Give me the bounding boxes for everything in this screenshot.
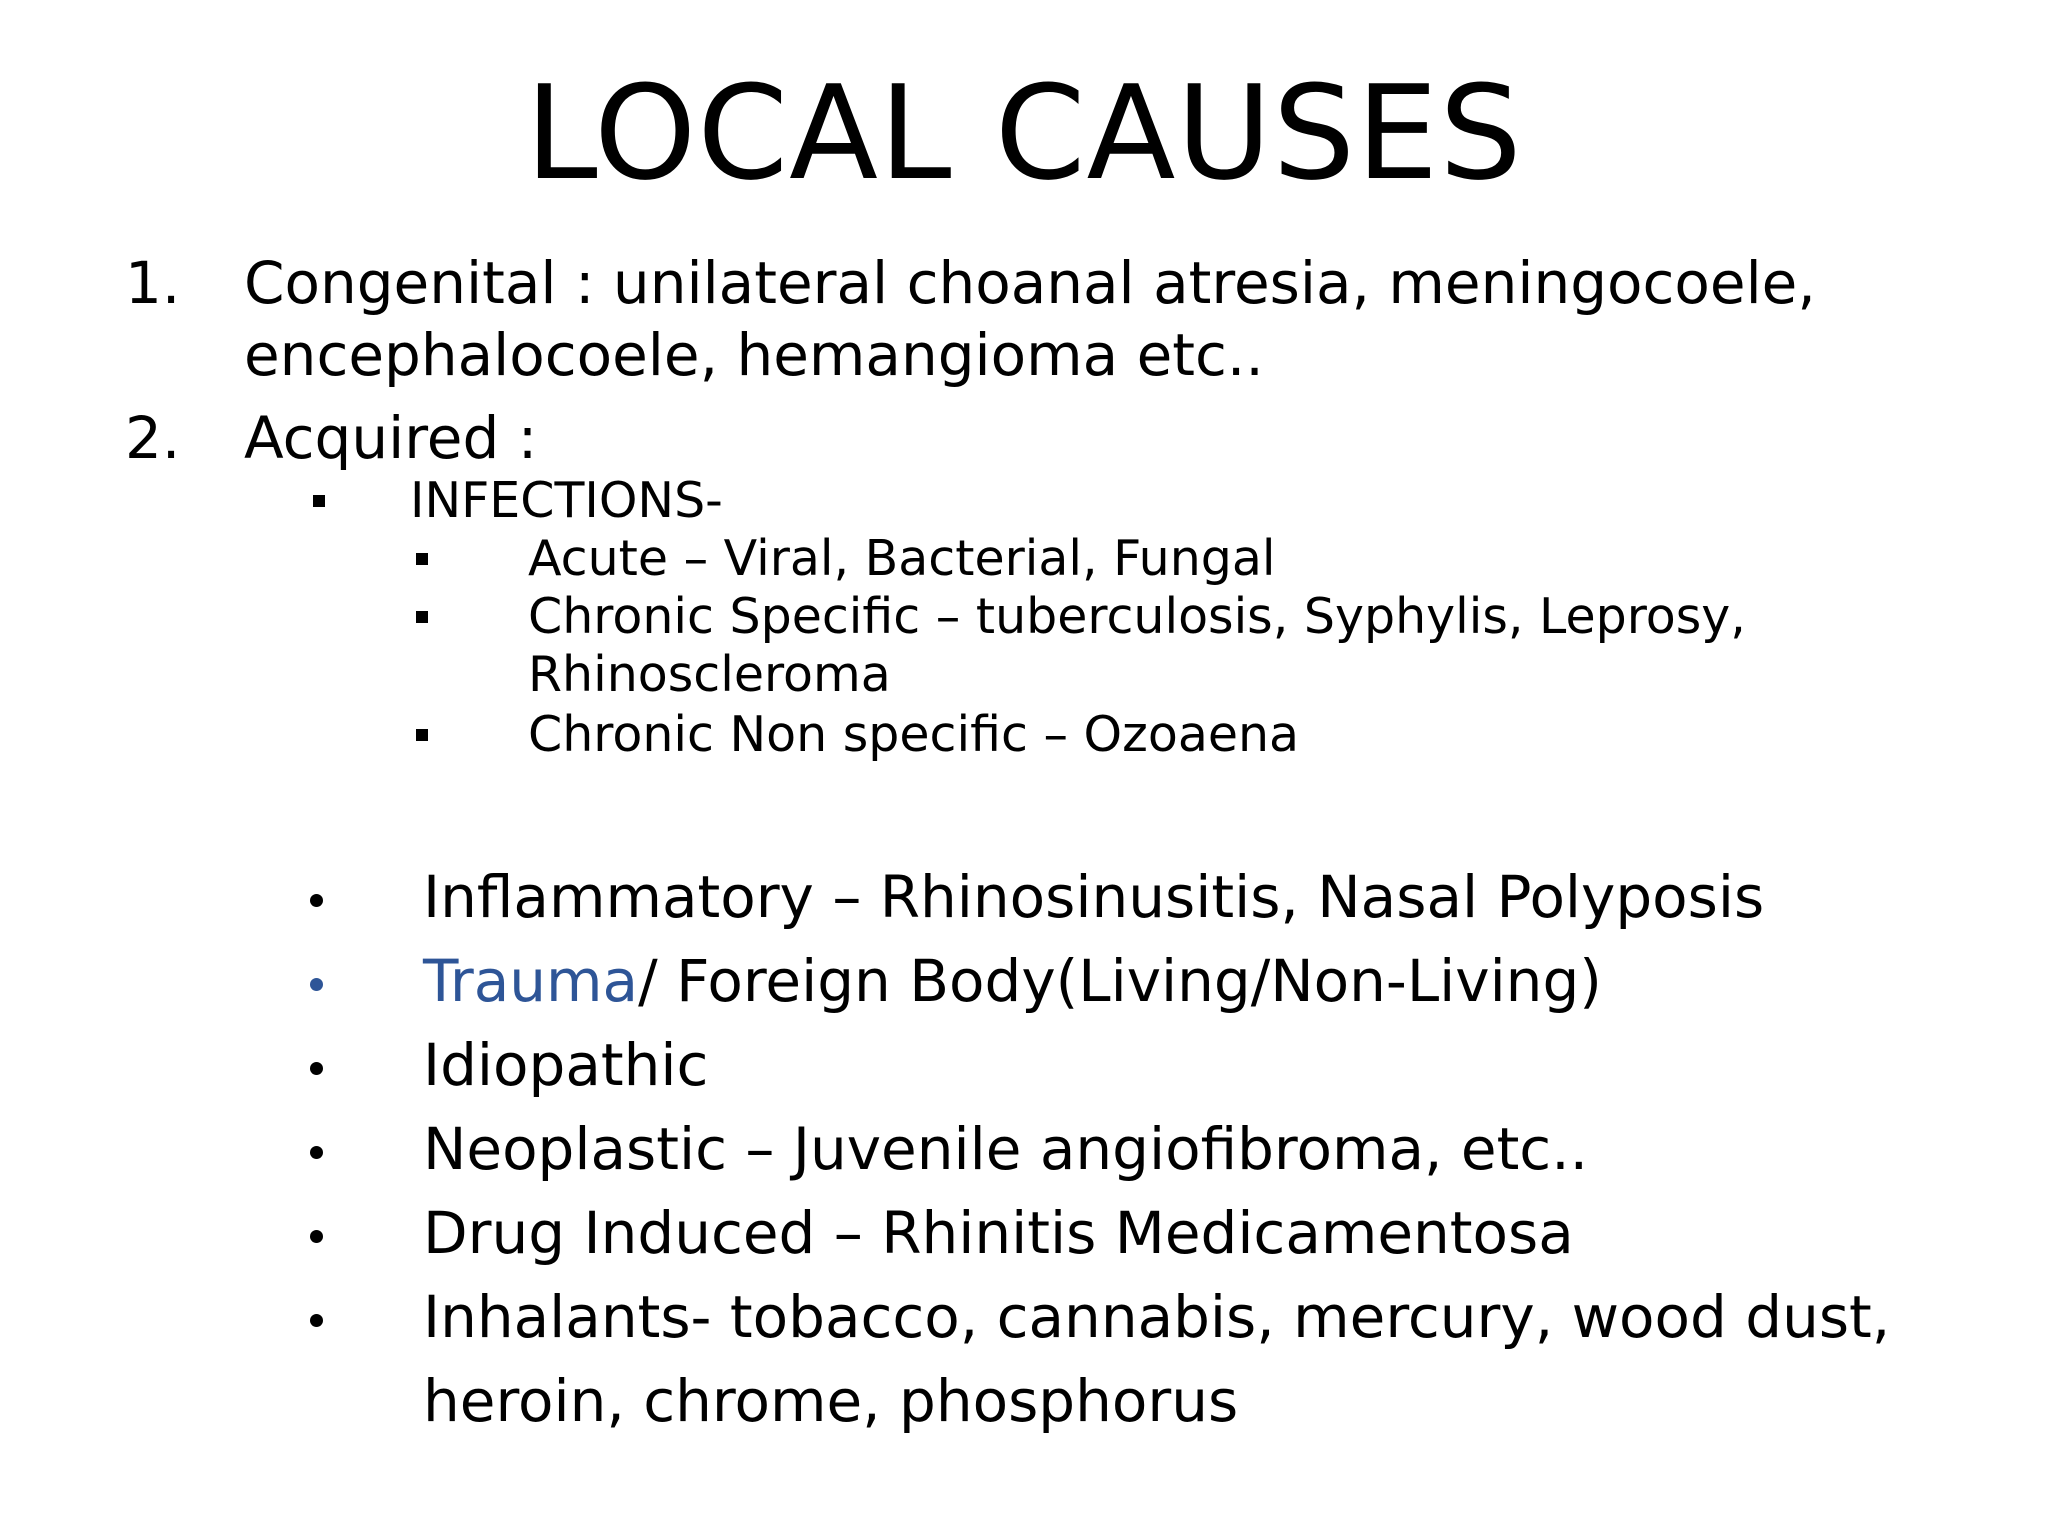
congenital-line-1: Congenital : unilateral choanal atresia, meningocoele, [244,249,1816,317]
trauma-rest: / Foreign Body(Living/Non-Living) [638,947,1602,1015]
list-number-2: 2. [125,404,181,472]
infection-acute-bullet-icon [416,550,428,569]
idiopathic-item: Idiopathic [423,1031,709,1099]
infections-bullet-icon [313,492,325,511]
trauma-bullet-icon [310,976,323,995]
list-number-1: 1. [125,249,181,317]
infection-chronic-nonspecific-bullet-icon [416,726,428,745]
infection-chronic-nonspecific: Chronic Non specific – Ozoaena [528,706,1300,763]
infections-label: INFECTIONS- [410,472,723,529]
infection-chronic-specific-bullet-icon [416,608,428,627]
inflammatory-bullet-icon [310,892,323,911]
infection-chronic-specific-line-1: Chronic Specific – tuberculosis, Syphylis, Leprosy, [528,588,1746,645]
inhalants-line-2: heroin, chrome, phosphorus [423,1367,1239,1435]
drug-induced-bullet-icon [310,1228,323,1247]
drug-induced-item: Drug Induced – Rhinitis Medicamentosa [423,1199,1574,1267]
acquired-label: Acquired : [244,404,538,472]
slide-title: LOCAL CAUSES [525,57,1523,209]
trauma-item [423,939,1602,1023]
infection-acute: Acute – Viral, Bacterial, Fungal [528,530,1276,587]
neoplastic-bullet-icon [310,1144,323,1163]
inflammatory-item: Inflammatory – Rhinosinusitis, Nasal Polyposis [423,863,1765,931]
trauma-highlight: Trauma [423,947,639,1015]
idiopathic-bullet-icon [310,1060,323,1079]
infection-chronic-specific-line-2: Rhinoscleroma [528,646,891,703]
inhalants-bullet-icon [310,1312,323,1331]
neoplastic-item: Neoplastic – Juvenile angiofibroma, etc.. [423,1115,1589,1183]
congenital-line-2: encephalocoele, hemangioma etc.. [244,321,1264,389]
inhalants-line-1: Inhalants- tobacco, cannabis, mercury, wood dust, [423,1283,1891,1351]
